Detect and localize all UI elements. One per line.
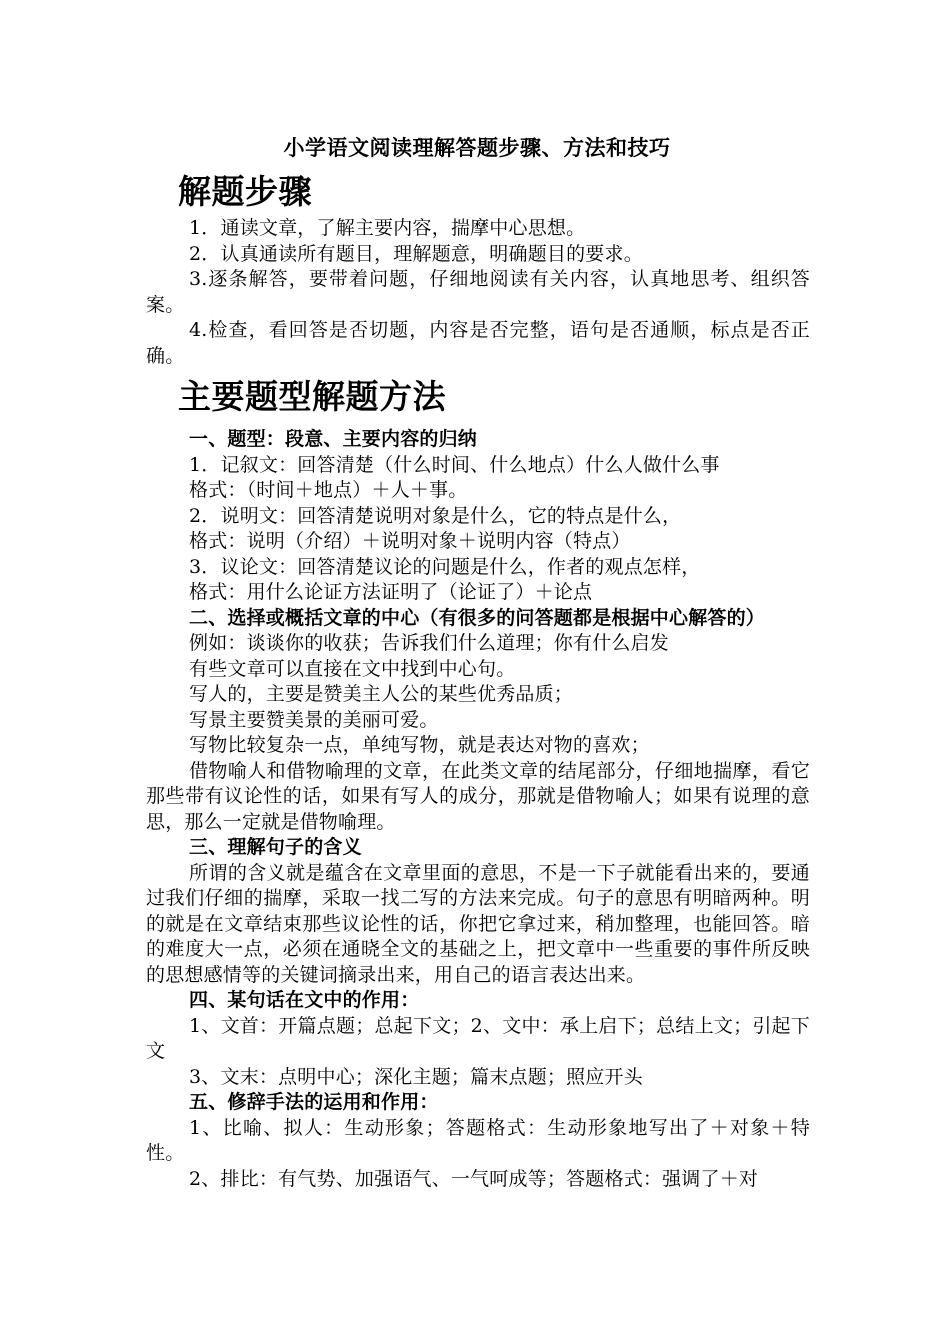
subheading-sentence-meaning: 三、理解句子的含义	[189, 836, 362, 858]
step-item: 1．通读文章，了解主要内容，揣摩中心思想。	[189, 217, 586, 239]
section-heading-methods: 主要题型解题方法	[178, 377, 446, 416]
step-item: 4.检查，看回答是否切题，内容是否完整，语句是否通顺，标点是否正确。	[146, 319, 810, 367]
paragraph-line: 例如：谈谈你的收获；告诉我们什么道理；你有什么启发	[189, 632, 670, 654]
paragraph-line: 1、比喻、拟人：生动形象；答题格式：生动形象地写出了＋对象＋特性。	[146, 1116, 810, 1164]
paragraph-line: 写人的，主要是赞美主人公的某些优秀品质；	[189, 683, 574, 705]
subheading-rhetoric: 五、修辞手法的运用和作用：	[189, 1091, 439, 1113]
document-title: 小学语文阅读理解答题步骤、方法和技巧	[283, 135, 671, 160]
paragraph-line: 格式：说明（介绍）＋说明对象＋说明内容（特点）	[189, 530, 631, 552]
step-item: 2．认真通读所有题目，理解题意，明确题目的要求。	[189, 242, 643, 265]
paragraph-line: 3、文末：点明中心；深化主题；篇末点题；照应开头	[189, 1065, 643, 1088]
paragraph-line: 格式：（时间＋地点）＋人＋事。	[189, 479, 468, 501]
step-item: 3.逐条解答，要带着问题，仔细地阅读有关内容，认真地思考、组织答案。	[146, 268, 810, 316]
paragraph-line: 格式：用什么论证方法证明了（论证了）＋论点	[189, 581, 593, 603]
paragraph-line: 2、排比：有气势、加强语气、一气呵成等；答题格式：强调了＋对	[189, 1167, 759, 1190]
document-page	[146, 128, 810, 1192]
subheading-central-idea: 二、选择或概括文章的中心（有很多的问答题都是根据中心解答的）	[189, 606, 766, 629]
subheading-summary: 一、题型：段意、主要内容的归纳	[189, 428, 478, 450]
paragraph-line: 1．记叙文：回答清楚（什么时间、什么地点）什么人做什么事	[189, 453, 720, 476]
paragraph-line: 借物喻人和借物喻理的文章，在此类文章的结尾部分，仔细地揣摩，看它那些带有议论性的话，如果有写人的成分，那就是借物喻人；如果有说理的意思，那么一定就是借物喻理。	[146, 759, 810, 833]
paragraph-text: 所谓的含义就是蕴含在文章里面的意思，不是一下子就能看出来的，要通过我们仔细的揣摩，采取一找二写的方法来完成。句子的意思有明暗两种。明的就是在文章结束那些议论性的话，你把它拿过来，稍加整理，也能回答。暗的难度大一点，必须在通晓全文的基础之上，把文章中一些重要的事件所反映的思想感情等的关键词摘录出来，用自己的语言表达出来。	[146, 861, 810, 986]
paragraph-line: 写景主要赞美景的美丽可爱。	[189, 708, 439, 731]
paragraph-line: 3．议论文：回答清楚议论的问题是什么，作者的观点怎样，	[189, 555, 701, 578]
paragraph-line: 写物比较复杂一点，单纯写物，就是表达对物的喜欢；	[189, 734, 650, 756]
subheading-sentence-function: 四、某句话在文中的作用：	[189, 989, 420, 1011]
paragraph-line: 1、文首：开篇点题；总起下文；2、文中：承上启下；总结上文；引起下文	[146, 1014, 810, 1062]
paragraph-line: 有些文章可以直接在文中找到中心句。	[189, 657, 516, 680]
section-heading-steps: 解题步骤	[178, 172, 312, 211]
paragraph-line: 2．说明文：回答清楚说明对象是什么，它的特点是什么，	[189, 504, 682, 527]
